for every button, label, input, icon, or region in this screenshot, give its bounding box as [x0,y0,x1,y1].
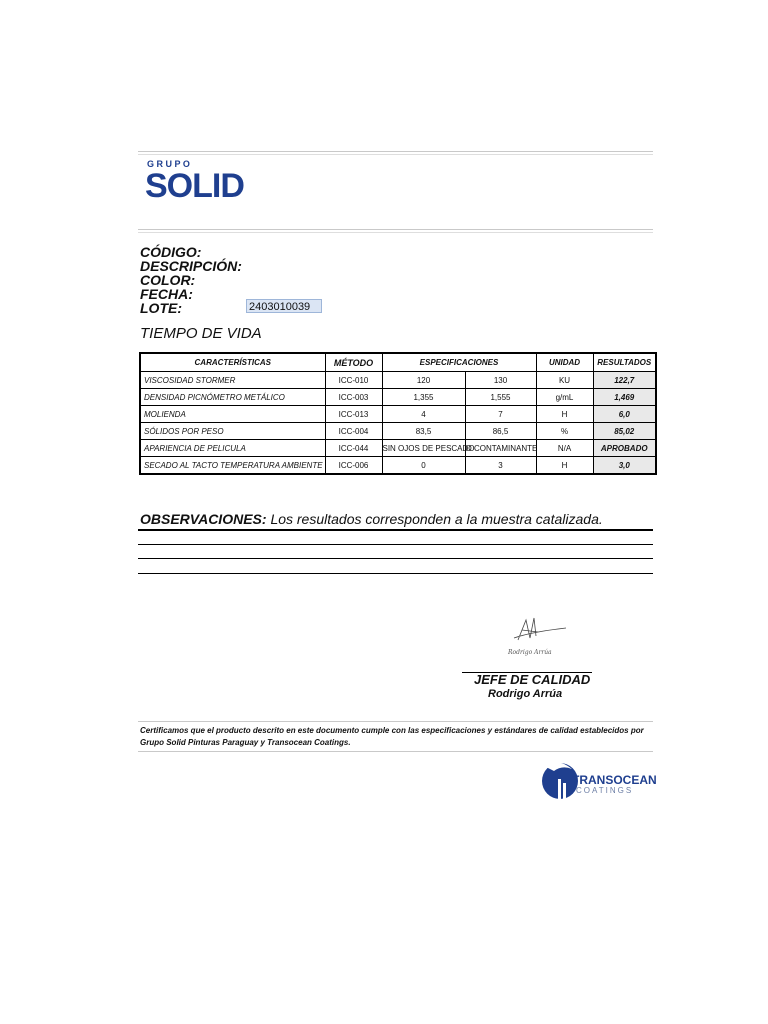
table-row [140,389,656,406]
header-unidad: UNIDAD [536,353,593,372]
lote-value: 2403010039 [246,299,322,313]
spec-table [139,352,657,475]
header-rule-top-2 [138,154,653,155]
obs-line-3 [138,558,653,559]
obs-line-2 [138,544,653,545]
table-row [140,457,656,475]
header-especificaciones: ESPECIFICACIONES [382,353,536,372]
observaciones [140,511,603,527]
cell-resultado: 122,7 [593,372,656,389]
cell-unidad: g/mL [536,389,593,406]
table-row [140,372,656,389]
cell-unidad: KU [536,372,593,389]
cell-spec-max: 86,5 [465,423,536,440]
cell-spec-min: 4 [382,406,465,423]
cell-caracteristica: DENSIDAD PICNÓMETRO METÁLICO [140,389,325,406]
dolphin-icon [540,755,574,810]
table-row [140,423,656,440]
cell-metodo: ICC-006 [325,457,382,475]
color-label: COLOR: [140,272,196,288]
section-title: TIEMPO DE VIDA [140,325,262,342]
cell-spec-max: 7 [465,406,536,423]
cell-spec-min: 120 [382,372,465,389]
header-rule-bottom [138,229,653,230]
cell-spec-min: 1,355 [382,389,465,406]
cell-caracteristica: MOLIENDA [140,406,325,423]
codigo-label: CÓDIGO: [140,244,202,260]
header-rule-bottom-2 [138,232,653,233]
cell-spec-min: SIN OJOS DE PESCADO [382,440,465,457]
cell-resultado: 85,02 [593,423,656,440]
cell-resultado: 1,469 [593,389,656,406]
cell-resultado: 3,0 [593,457,656,475]
cert-rule-top [138,721,653,722]
cell-metodo: ICC-004 [325,423,382,440]
cell-caracteristica: APARIENCIA DE PELICULA [140,440,325,457]
cell-unidad: H [536,457,593,475]
transocean-name: TRANSOCEAN [572,773,657,787]
table-header-row [140,353,656,372]
fecha-label: FECHA: [140,286,193,302]
signature-name: Rodrigo Arrúa [488,688,563,700]
cell-caracteristica: SECADO AL TACTO TEMPERATURA AMBIENTE [140,457,325,475]
table-row [140,440,656,457]
cell-spec-min: 83,5 [382,423,465,440]
cell-unidad: N/A [536,440,593,457]
header-caracteristicas: CARACTERÍSTICAS [140,353,325,372]
cert-rule-bottom [138,751,653,752]
header-resultados: RESULTADOS [593,353,656,372]
certification-text: Certificamos que el producto descrito en este documento cumple con las especificaciones y estándares de calidad establecidos por Grupo Solid Pinturas Paraguay y Transocean Coatings. [140,726,644,747]
signature-title: JEFE DE CALIDAD [474,672,591,687]
cell-metodo: ICC-013 [325,406,382,423]
logo-solid-word: SOLID [145,167,244,205]
signature-image [486,610,576,660]
grupo-solid-logo [145,159,270,205]
cell-spec-max: 130 [465,372,536,389]
cell-caracteristica: SÓLIDOS POR PESO [140,423,325,440]
signature-script: Rodrigo Arrúa [508,649,552,656]
obs-line-4 [138,573,653,574]
obs-line-1 [138,529,653,531]
cell-caracteristica: VISCOSIDAD STORMER [140,372,325,389]
cell-resultado: 6,0 [593,406,656,423]
cell-spec-max: 3 [465,457,536,475]
cell-resultado: APROBADO [593,440,656,457]
descripcion-label: DESCRIPCIÓN: [140,258,242,274]
transocean-logo [540,755,655,810]
cell-metodo: ICC-010 [325,372,382,389]
cell-spec-max: 1,555 [465,389,536,406]
observaciones-label: OBSERVACIONES: [140,511,267,527]
observaciones-text: Los resultados corresponden a la muestra catalizada. [270,511,603,527]
logo-grupo-text: G R U P O [147,159,190,169]
cell-spec-min: 0 [382,457,465,475]
header-rule-top [138,151,653,152]
header-metodo: MÉTODO [325,353,382,372]
transocean-sub: COATINGS [576,786,634,795]
table-row [140,406,656,423]
cell-spec-max: O CONTAMINANTE [465,440,536,457]
cell-unidad: % [536,423,593,440]
cell-metodo: ICC-044 [325,440,382,457]
lote-label: LOTE: [140,300,182,316]
cell-metodo: ICC-003 [325,389,382,406]
cell-unidad: H [536,406,593,423]
